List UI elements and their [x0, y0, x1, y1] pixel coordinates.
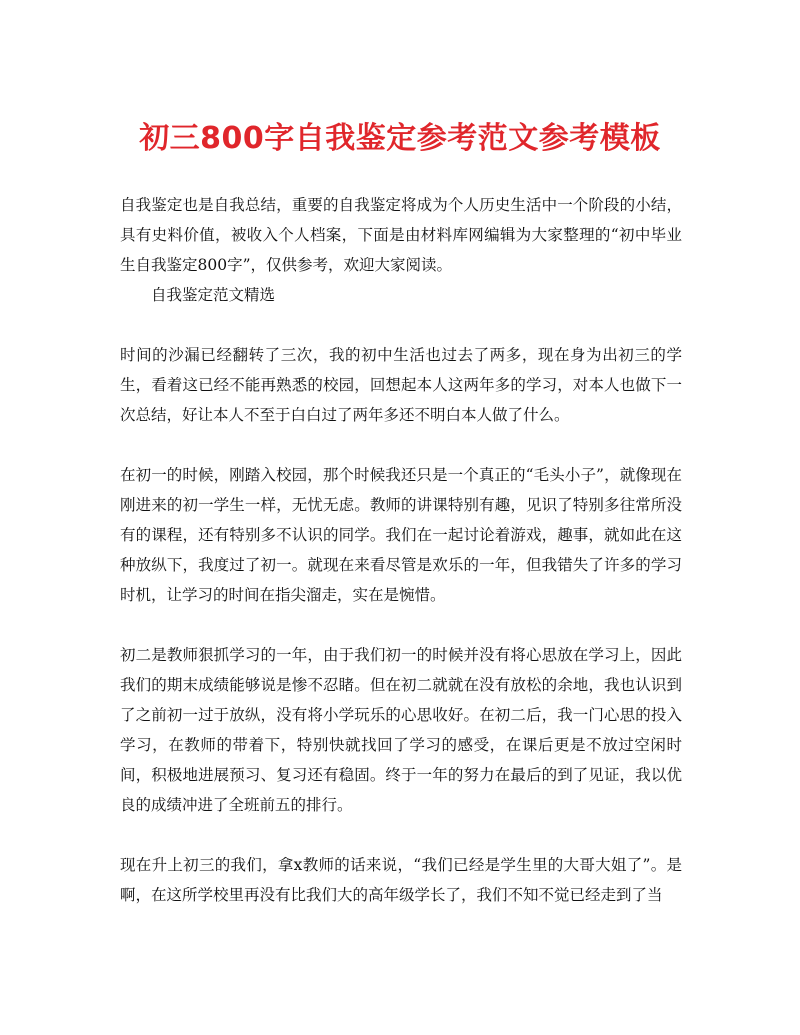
- section-subheading: 自我鉴定范文精选: [151, 286, 276, 304]
- document-title: 初三800字自我鉴定参考范文参考模板: [139, 121, 661, 156]
- body-paragraph-1: 时间的沙漏已经翻转了三次，我的初中生活也过去了两多，现在身为出初三的学生，看着这已经不能再熟悉的校园，回想起本人这两年多的学习，对本人也做下一次总结，好让本人不至于白白过了两年多还不明白本人做了什么。: [120, 346, 682, 424]
- body-paragraph-4: 现在升上初三的我们，拿x教师的话来说，“我们已经是学生里的大哥大姐了”。是啊，在这所学校里再没有比我们大的高年级学长了，我们不知不觉已经走到了当: [120, 856, 682, 904]
- body-paragraph-3: 初二是教师狠抓学习的一年，由于我们初一的时候并没有将心思放在学习上，因此我们的期末成绩能够说是惨不忍睹。但在初二就就在没有放松的余地，我也认识到了之前初一过于放纵，没有将小学玩乐的心思收好。在初二后，我一门心思的投入学习，在教师的带着下，特别快就找回了学习的感受，在课后更是不放过空闲时间，积极地进展预习、复习还有稳固。终于一年的努力在最后的到了见证，我以优良的成绩冲进了全班前五的排行。: [120, 646, 682, 814]
- document-body: [120, 190, 682, 910]
- body-paragraph-2: 在初一的时候，刚踏入校园，那个时候我还只是一个真正的“毛头小子”，就像现在刚进来的初一学生一样，无忧无虑。教师的讲课特别有趣，见识了特别多往常所没有的课程，还有特别多不认识的同学。我们在一起讨论着游戏，趣事，就如此在这种放纵下，我度过了初一。就现在来看尽管是欢乐的一年，但我错失了许多的学习时机，让学习的时间在指尖溜走，实在是惋惜。: [120, 466, 682, 604]
- intro-paragraph: 自我鉴定也是自我总结，重要的自我鉴定将成为个人历史生活中一个阶段的小结，具有史料价值，被收入个人档案，下面是由材料库网编辑为大家整理的“初中毕业生自我鉴定800字”，仅供参考，欢迎大家阅读。: [120, 196, 682, 274]
